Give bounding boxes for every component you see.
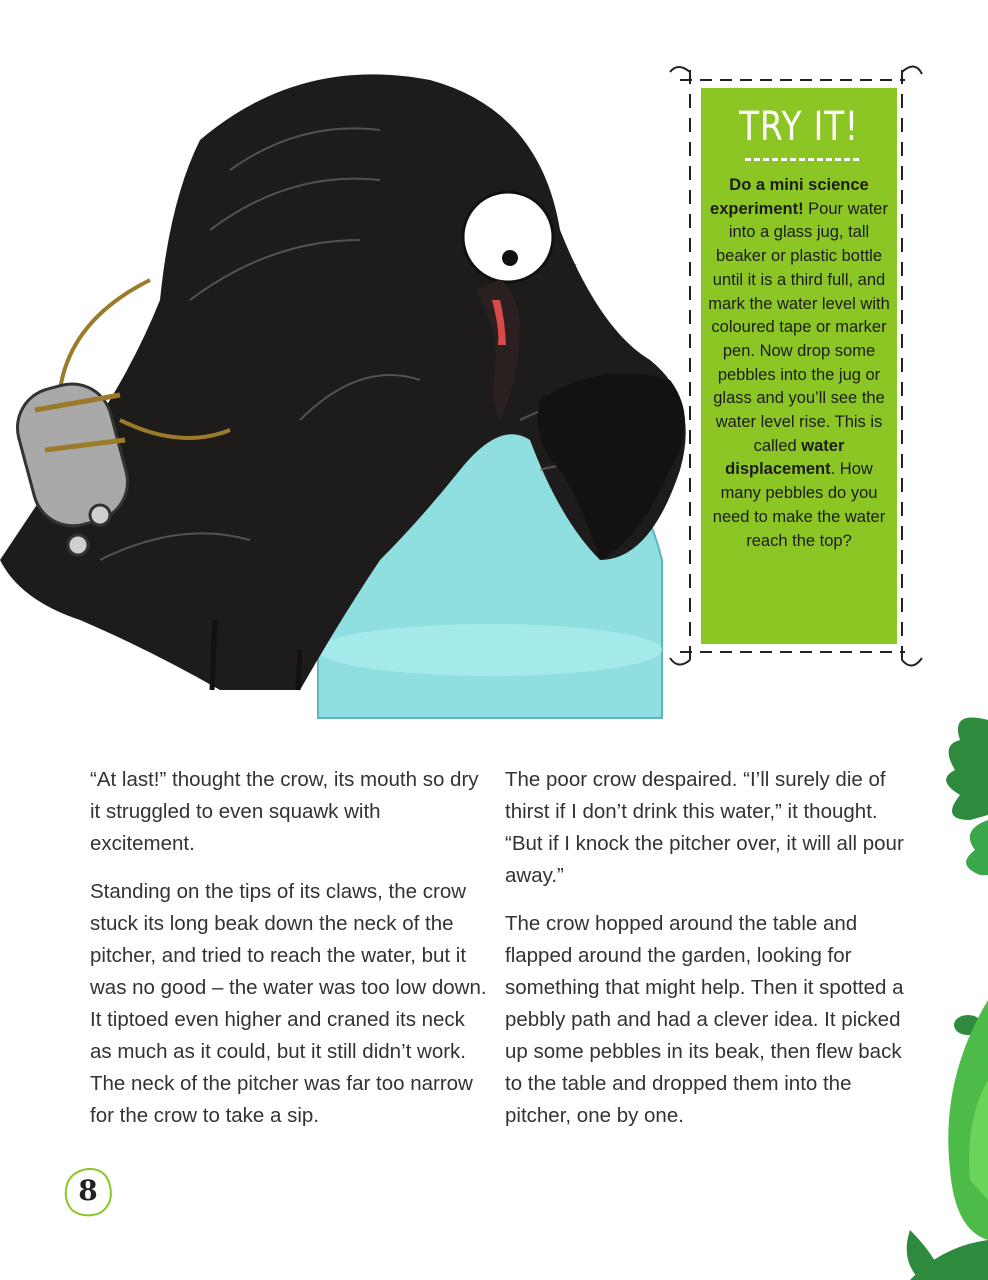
story-paragraph: “At last!” thought the crow, its mouth so dry it struggled to even squawk with excitement.: [90, 768, 479, 855]
tryit-intro: Do a mini science experiment!: [710, 176, 869, 218]
page-number-text: 8: [78, 1174, 98, 1207]
page-number: [62, 1166, 114, 1218]
tryit-term: water displacement: [725, 436, 845, 479]
tryit-text-2: . How many pebbles do you need to make the water reach the top?: [712, 460, 886, 550]
story-paragraph: The poor crow despaired. “I’ll surely die of thirst if I don’t drink this water,” it thought. “But if I knock the pitcher over, it will all pour away.”: [505, 768, 904, 887]
tryit-title: TRY IT!: [739, 104, 859, 150]
leaf-foliage-icon: [880, 700, 988, 1280]
story-column-left: [90, 764, 490, 1148]
tryit-text-1: Pour water into a glass jug, tall beaker or plastic bottle until it is a third full, and mark the water level with coloured tape or marker pen. Now drop some pebbles into the jug or glass and you’ll see the water level rise. This is called: [708, 199, 890, 455]
story-column-right: [505, 764, 905, 1148]
tryit-body: [705, 174, 893, 553]
story-paragraph: The crow hopped around the table and flapped around the garden, looking for something that might help. Then it spotted a pebbly path and had a clever idea. It picked up some pebbles in its beak, then flew back to the table and dropped them into the pitcher, one by one.: [505, 912, 904, 1127]
story-paragraph: Standing on the tips of its claws, the crow stuck its long beak down the neck of the pitcher, and tried to reach the water, but it was no good – the water was too low down. It tiptoed even higher and craned its neck as much as it could, but it still didn’t work. The neck of the pitcher was far too narrow for the crow to take a sip.: [90, 880, 487, 1127]
tryit-underline: [745, 158, 859, 161]
crow-eye: [463, 192, 553, 282]
